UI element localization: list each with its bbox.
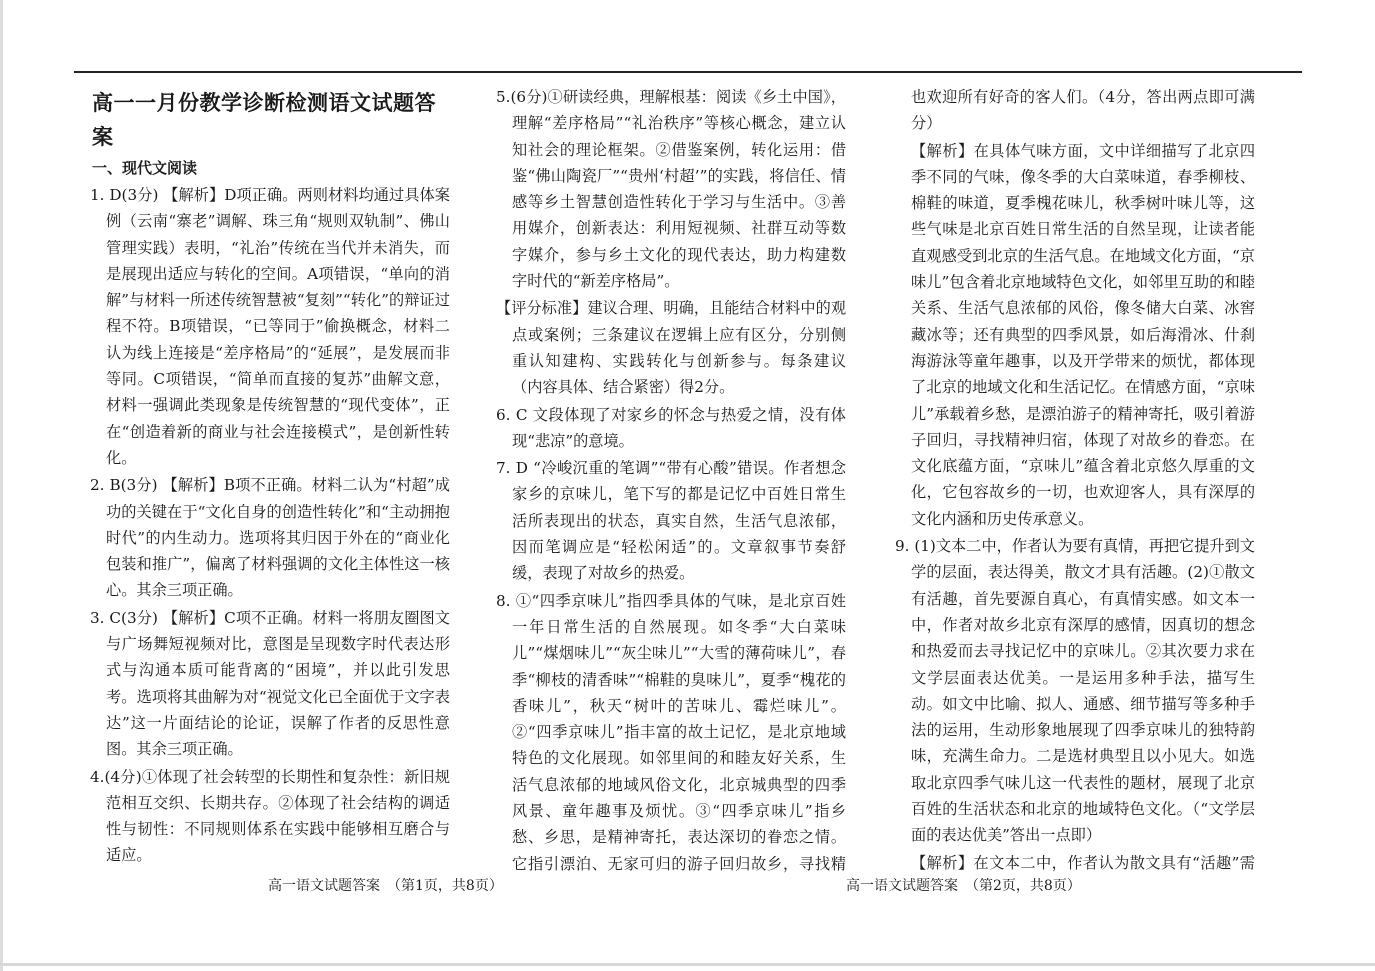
answer-paragraph: 7. D “冷峻沉重的笔调”“带有心酸”错误。作者想念家乡的京味儿，笔下写的都是记忆中百姓日常生活所表现出的状态，真实自然，生活气息浓郁，因而笔调应是“轻松闲适”的。文章叙事节奏舒缓，表现了对故乡的热爱。 [496, 459, 846, 583]
analysis-paragraph: 【解析】在文本二中，作者认为散文具有“活趣”需 [911, 853, 1255, 872]
page-footer-1: 高一语文试题答案 （第1页，共8页） [268, 878, 503, 894]
answer-paragraph: 3. C(3分) 【解析】C项不正确。材料一将朋友圈图文与广场舞短视频对比，意图是呈现数字时代表达形式与沟通本质可能背离的“困境”，并以此引发思考。选项将其曲解为对“视觉文化已全面优于文字表达”这一片面结论的论证，误解了作者的反思性意图。其余三项正确。 [90, 608, 450, 759]
answer-paragraph: 2. B(3分) 【解析】B项不正确。材料二认为“村超”成功的关键在于“文化自身的创造性转化”和“主动拥抱时代”的内生动力。选项将其归因于外在的“商业化包装和推广”，偏离了材料强调的文化主体性这一核心。其余三项正确。 [90, 476, 450, 600]
answer-paragraph: 4.(4分)①体现了社会转型的长期性和复杂性：新旧规范相互交织、长期共存。②体现了社会结构的调适性与韧性：不同规则体系在实践中能够相互磨合与适应。 [90, 767, 450, 865]
document-title: 高一一月份教学诊断检测语文试题答案 [92, 91, 436, 149]
column-3 [895, 84, 1255, 874]
answer-paragraph: 9. (1)文本二中，作者认为要有真情，再把它提升到文学的层面，表达得美，散文才具有活趣。(2)①散文有活趣，首先要源自真心，有真情实感。如文本一中，作者对故乡北京有深厚的感情，因真切的想念和热爱而去寻找记忆中的京味儿。②其次要力求在文学层面表达优美。一是运用多种手法，描写生动。如文中比喻、拟人、通感、细节描写等多种手法的运用，生动形象地展现了四季京味儿的独特韵味，充满生命力。二是选材典型且以小见大。如选取北京四季气味儿这一代表性的题材，展现了北京百姓的生活状态和北京的地域特色文化。（“文学层面的表达优美”答出一点即） [895, 537, 1255, 845]
section-heading: 一、现代文阅读 [92, 159, 198, 177]
answer-paragraph: 5.(6分)①研读经典，理解根基：阅读《乡土中国》，理解“差序格局”“礼治秩序”等核心概念，建立认知社会的理论框架。②借鉴案例，转化运用：借鉴“佛山陶瓷厂”“贵州‘村超’”的实践，将信任、情感等乡土智慧创造性转化于学习与生活中。③善用媒介，创新表达：利用短视频、社群互动等数字媒介，参与乡土文化的现代表达，助力构建数字时代的“新差序格局”。 [496, 88, 846, 291]
answer-paragraph: 8. ①“四季京味儿”指四季具体的气味，是北京百姓一年日常生活的自然展现。如冬季“大白菜味儿”“煤烟味儿”“灰尘味儿”“大雪的薄荷味儿”，春季“柳枝的清香味”“棉鞋的臭味儿”，夏季“槐花的香味儿”，秋天“树叶的苦味儿、霉烂味儿”。②“四季京味儿”指丰富的故土记忆，是北京地域特色的文化展现。如邻里间的和睦友好关系，生活气息浓郁的地域风俗文化，北京城典型的四季风景、童年趣事及烦忧。③“四季京味儿”指乡愁、乡思，是精神寄托，表达深切的眷恋之情。它指引漂泊、无家可归的游子回归故乡，寻找精 [496, 591, 846, 873]
scan-bottom-edge [0, 963, 1375, 966]
scan-left-edge [0, 0, 3, 971]
analysis-paragraph: 【解析】在具体气味方面，文中详细描写了北京四季不同的气味，像冬季的大白菜味道，春季柳枝、棉鞋的味道，夏季槐花味儿，秋季树叶味儿等，这些气味是北京百姓日常生活的自然呈现，让读者能直观感受到北京的生活气息。在地域文化方面，“京味儿”包含着北京地域特色文化，如邻里互助的和睦关系、生活气息浓郁的风俗，像冬储大白菜、冰窖藏冰等；还有典型的四季风景，如后海滑冰、什刹海游泳等童年趣事，以及开学带来的烦忧，都体现了北京的地域文化和生活记忆。在情感方面，“京味儿”承载着乡愁，是漂泊游子的精神寄托，吸引着游子回归，寻找精神归宿，体现了对故乡的眷恋。在文化底蕴方面，“京味儿”蕴含着北京悠久厚重的文化，它包容故乡的一切，也欢迎客人，具有深厚的文化内涵和历史传承意义。 [911, 141, 1255, 528]
answer-paragraph: 6. C 文段体现了对家乡的怀念与热爱之情，没有体现“悲凉”的意境。 [496, 405, 846, 450]
header-rule [74, 71, 1302, 73]
answer-paragraph: 1. D(3分) 【解析】D项正确。两则材料均通过具体案例（云南“寨老”调解、珠三角“规则双轨制”、佛山管理实践）表明，“礼治”传统在当代并未消失，而是展现出适应与转化的空间。A项错误，“单向的消解”与材料一所述传统智慧被“复刻”“转化”的辩证过程不符。B项错误，“已等同于”偷换概念，材料二认为线上连接是“差序格局”的“延展”，是发展而非等同。C项错误，“简单而直接的复苏”曲解文意，材料一强调此类现象是传统智慧的“现代变体”，正在“创造着新的商业与社会连接模式”，是创新性转化。 [90, 186, 450, 467]
answer-paragraph: 也欢迎所有好奇的客人们。（4分，答出两点即可满分） [911, 88, 1255, 133]
page-footer-2: 高一语文试题答案 （第2页，共8页） [846, 878, 1081, 894]
column-1 [90, 84, 450, 874]
scoring-criteria [90, 870, 450, 874]
column-2 [496, 84, 846, 874]
scoring-criteria: 【评分标准】建议合理、明确，且能结合材料中的观点或案例；三条建议在逻辑上应有区分，分别侧重认知建构、实践转化与创新参与。每条建议（内容具体、结合紧密）得2分。 [496, 299, 846, 397]
